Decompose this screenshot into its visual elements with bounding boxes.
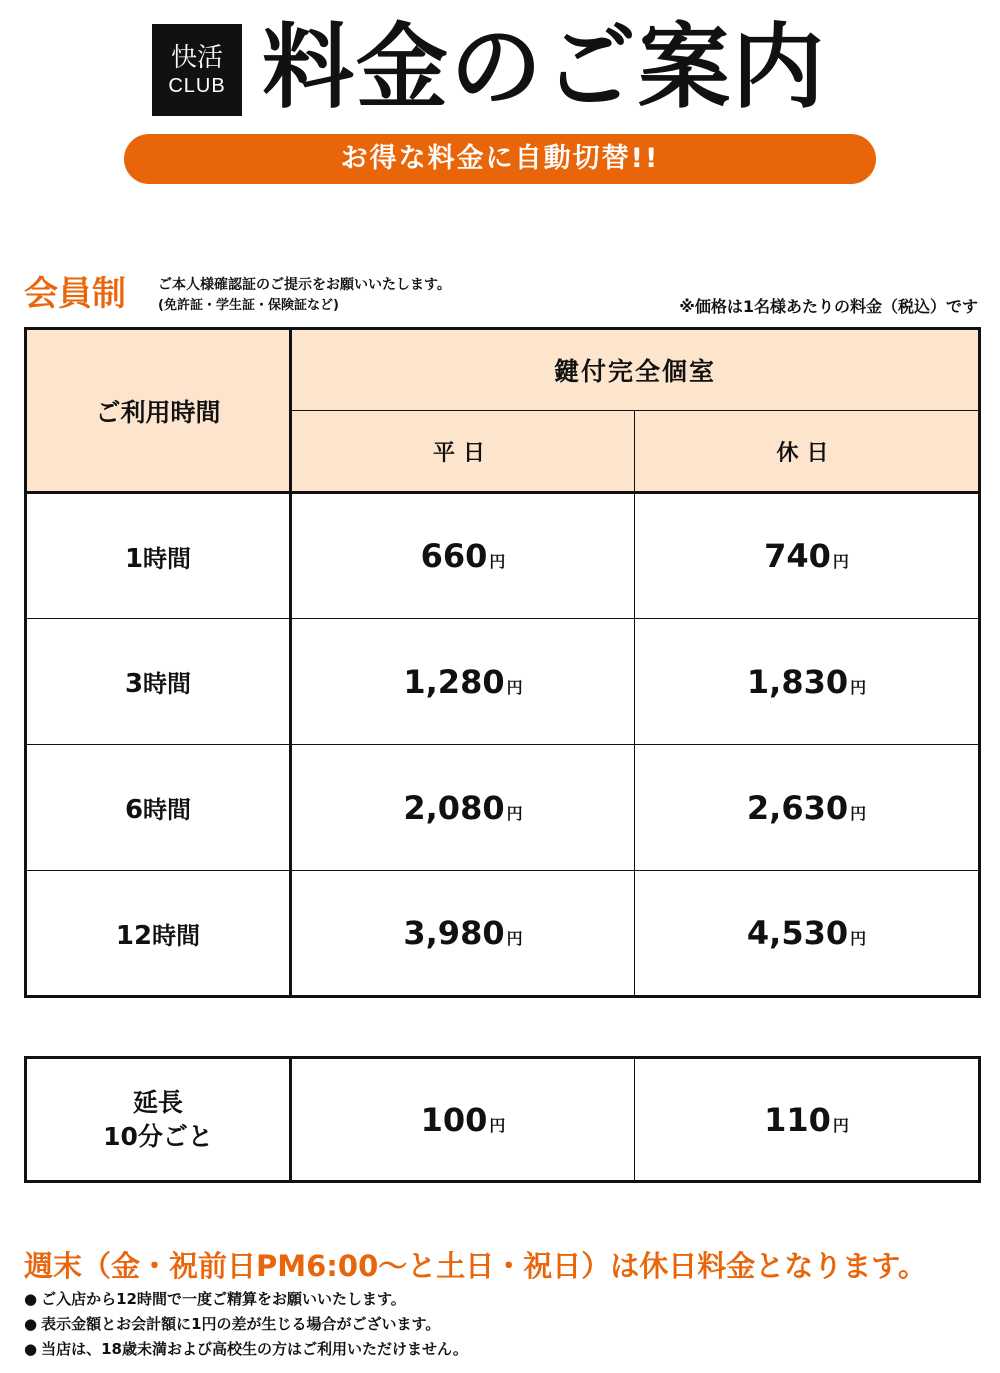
yen-unit: 円 — [506, 803, 523, 823]
holiday-price — [635, 745, 980, 871]
extension-label — [26, 1058, 291, 1182]
duration-cell — [26, 871, 291, 997]
table-row — [26, 493, 980, 619]
yen-unit: 円 — [850, 929, 867, 948]
id-examples-note: (免許証・学生証・保険証など) — [158, 298, 339, 313]
yen-unit: 円 — [489, 552, 506, 571]
duration-unit: 時間 — [143, 796, 192, 824]
extension-label-line1: 延長 — [132, 1087, 183, 1117]
table-row — [26, 871, 980, 997]
list-item: ● ご入店から12時間で一度ご精算をお願いいたします。 — [24, 1287, 468, 1312]
weekday-price-value: 660 — [420, 537, 488, 575]
duration-number: 12 — [115, 920, 153, 951]
price-per-person-note: ※価格は1名様あたりの料金（税込）です — [679, 297, 978, 316]
yen-unit: 円 — [506, 677, 523, 697]
holiday-price — [635, 493, 980, 619]
weekday-price-value: 1,280 — [403, 662, 505, 701]
extension-holiday-price — [635, 1058, 980, 1182]
holiday-price — [635, 619, 980, 745]
column-header-holiday: 休日 — [635, 411, 980, 493]
auto-switch-banner: お得な料金に自動切替!! — [124, 134, 876, 184]
weekday-price — [291, 745, 635, 871]
notes-list — [24, 1287, 468, 1362]
duration-number: 3 — [124, 669, 144, 699]
duration-unit: 時間 — [143, 670, 192, 698]
yen-unit: 円 — [832, 552, 849, 571]
weekday-price — [291, 871, 635, 997]
weekend-pricing-note: 週末（金・祝前日PM6:00～と土日・祝日）は休日料金となります。 — [24, 1249, 927, 1283]
duration-unit: 時間 — [152, 921, 201, 950]
list-item: ● 当店は、18歳未満および高校生の方はご利用いただけません。 — [24, 1337, 468, 1362]
weekday-price-value: 3,980 — [403, 914, 505, 952]
yen-unit: 円 — [506, 929, 523, 948]
table-row — [26, 1058, 980, 1182]
membership-label: 会員制 — [24, 274, 126, 314]
holiday-price-value: 4,530 — [746, 914, 849, 952]
duration-cell — [26, 619, 291, 745]
duration-number: 1 — [124, 543, 144, 574]
logo-line1: 快活 — [170, 43, 223, 73]
price-table — [24, 327, 981, 998]
extension-weekday-value: 100 — [420, 1100, 488, 1139]
weekday-price — [291, 619, 635, 745]
table-row — [26, 619, 980, 745]
logo-line2: CLUB — [168, 75, 226, 97]
duration-unit: 時間 — [143, 544, 192, 573]
duration-number: 6 — [124, 795, 144, 825]
id-required-note: ご本人様確認証のご提示をお願いいたします。 — [158, 277, 451, 293]
logo — [152, 24, 242, 116]
holiday-price-value: 1,830 — [746, 662, 849, 701]
holiday-price-value: 2,630 — [746, 788, 849, 827]
yen-unit: 円 — [832, 1115, 849, 1135]
yen-unit: 円 — [489, 1115, 506, 1135]
holiday-price — [635, 871, 980, 997]
yen-unit: 円 — [850, 677, 867, 697]
page-title: 料金のご案内 — [262, 14, 827, 121]
table-row — [26, 745, 980, 871]
holiday-price-value: 740 — [764, 537, 831, 575]
extension-holiday-value: 110 — [764, 1100, 831, 1139]
yen-unit: 円 — [850, 803, 867, 823]
weekday-price — [291, 493, 635, 619]
extension-table — [24, 1056, 981, 1183]
column-header-weekday: 平日 — [291, 411, 635, 493]
extension-weekday-price — [291, 1058, 635, 1182]
list-item: ● 表示金額とお会計額に1円の差が生じる場合がございます。 — [24, 1312, 468, 1337]
weekday-price-value: 2,080 — [403, 788, 505, 827]
column-header-time: ご利用時間 — [26, 329, 291, 493]
duration-cell — [26, 745, 291, 871]
column-header-private-room: 鍵付完全個室 — [291, 329, 980, 411]
extension-label-line2: 10分ごと — [103, 1121, 213, 1151]
duration-cell — [26, 493, 291, 619]
